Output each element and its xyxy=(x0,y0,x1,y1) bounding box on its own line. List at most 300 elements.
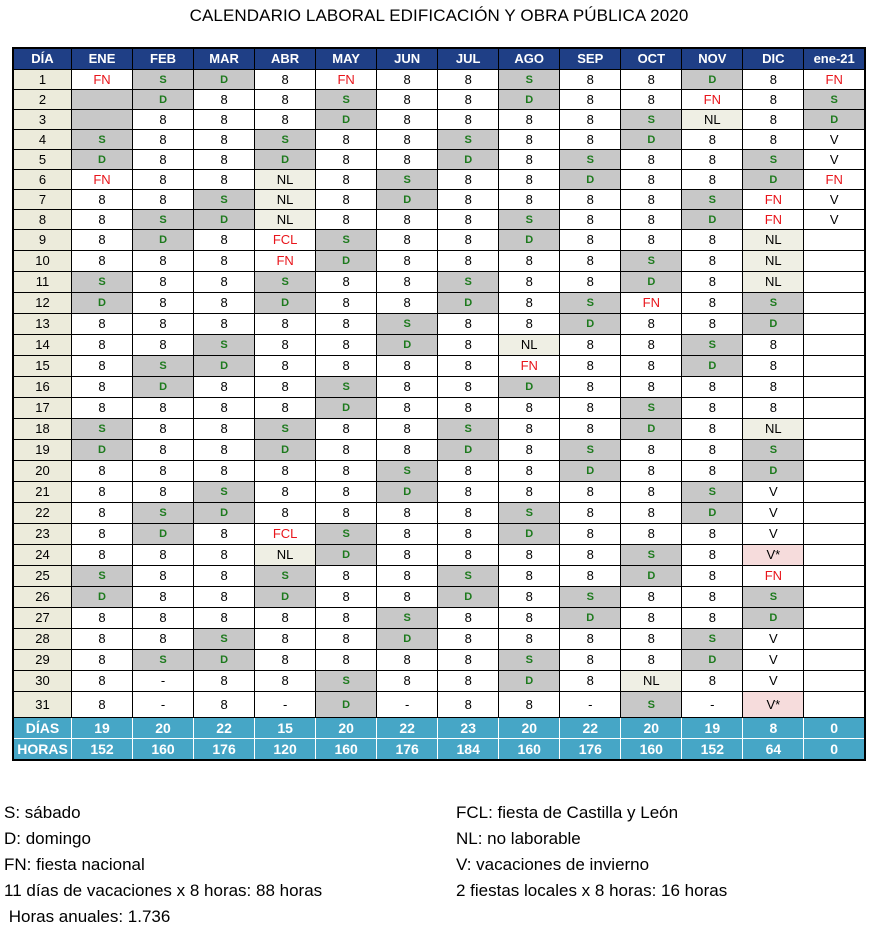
table-row xyxy=(13,524,865,545)
table-cell: 8 xyxy=(377,566,438,587)
table-cell xyxy=(804,377,865,398)
table-cell: 8 xyxy=(72,629,133,650)
day-number: 22 xyxy=(13,503,72,524)
day-number: 20 xyxy=(13,461,72,482)
table-cell: 8 xyxy=(438,545,499,566)
table-cell: 8 xyxy=(377,210,438,230)
table-cell: 8 xyxy=(438,503,499,524)
table-cell: 8 xyxy=(194,419,255,440)
table-cell: 8 xyxy=(255,335,316,356)
totals-cell: 120 xyxy=(255,739,316,761)
table-cell: 8 xyxy=(560,251,621,272)
table-cell: S xyxy=(194,482,255,503)
table-cell: D xyxy=(682,356,743,377)
table-cell: 8 xyxy=(560,377,621,398)
table-cell: D xyxy=(72,150,133,170)
table-cell: S xyxy=(560,587,621,608)
table-cell: 8 xyxy=(194,377,255,398)
day-number: 12 xyxy=(13,293,72,314)
table-cell: NL xyxy=(743,230,804,251)
table-cell: 8 xyxy=(682,230,743,251)
table-cell: S xyxy=(621,398,682,419)
table-row xyxy=(13,70,865,90)
table-cell: 8 xyxy=(72,608,133,629)
table-cell: V xyxy=(743,524,804,545)
table-cell: FN xyxy=(743,210,804,230)
table-cell: 8 xyxy=(72,251,133,272)
table-cell: 8 xyxy=(133,566,194,587)
totals-cell: 0 xyxy=(804,739,865,761)
table-cell: 8 xyxy=(438,251,499,272)
column-header-oct: OCT xyxy=(621,48,682,70)
table-cell: D xyxy=(255,150,316,170)
totals-cell: 22 xyxy=(194,718,255,739)
table-cell xyxy=(804,671,865,692)
day-number: 28 xyxy=(13,629,72,650)
table-cell: 8 xyxy=(133,482,194,503)
table-cell: 8 xyxy=(621,335,682,356)
table-cell: 8 xyxy=(560,545,621,566)
table-cell: 8 xyxy=(743,356,804,377)
column-header-nov: NOV xyxy=(682,48,743,70)
table-cell: 8 xyxy=(133,251,194,272)
table-cell xyxy=(804,356,865,377)
table-row xyxy=(13,110,865,130)
table-cell: 8 xyxy=(377,130,438,150)
totals-cell: 160 xyxy=(621,739,682,761)
table-cell: S xyxy=(621,692,682,718)
table-cell: 8 xyxy=(194,671,255,692)
table-cell xyxy=(804,293,865,314)
table-row xyxy=(13,629,865,650)
table-cell: S xyxy=(438,272,499,293)
table-cell: S xyxy=(560,150,621,170)
day-number: 7 xyxy=(13,190,72,210)
table-row xyxy=(13,230,865,251)
day-number: 11 xyxy=(13,272,72,293)
table-cell: 8 xyxy=(255,608,316,629)
table-cell: 8 xyxy=(377,650,438,671)
totals-cell: 184 xyxy=(438,739,499,761)
table-cell: D xyxy=(72,293,133,314)
day-number: 21 xyxy=(13,482,72,503)
table-cell: D xyxy=(72,440,133,461)
table-cell: S xyxy=(682,629,743,650)
table-cell: 8 xyxy=(438,671,499,692)
column-header-feb: FEB xyxy=(133,48,194,70)
table-cell: 8 xyxy=(377,503,438,524)
table-cell xyxy=(804,692,865,718)
table-cell: FN xyxy=(743,190,804,210)
table-cell: V xyxy=(743,482,804,503)
table-row xyxy=(13,566,865,587)
table-cell: 8 xyxy=(377,110,438,130)
table-cell: 8 xyxy=(560,110,621,130)
table-cell: 8 xyxy=(133,461,194,482)
table-cell: 8 xyxy=(682,524,743,545)
legend-item: D: domingo xyxy=(4,829,91,848)
table-cell: 8 xyxy=(560,650,621,671)
totals-cell: 160 xyxy=(316,739,377,761)
totals-cell: 152 xyxy=(72,739,133,761)
table-cell: D xyxy=(316,692,377,718)
table-cell: D xyxy=(133,230,194,251)
table-cell: 8 xyxy=(499,629,560,650)
table-cell: 8 xyxy=(621,482,682,503)
totals-cell: 19 xyxy=(682,718,743,739)
table-cell: 8 xyxy=(194,293,255,314)
table-cell: 8 xyxy=(255,503,316,524)
totals-cell: 176 xyxy=(560,739,621,761)
column-header-jun: JUN xyxy=(377,48,438,70)
column-header-abr: ABR xyxy=(255,48,316,70)
table-cell: 8 xyxy=(560,190,621,210)
totals-cell: 23 xyxy=(438,718,499,739)
table-cell: S xyxy=(316,230,377,251)
table-cell: S xyxy=(682,190,743,210)
legend-item: V: vacaciones de invierno xyxy=(456,855,650,874)
totals-cell: 0 xyxy=(804,718,865,739)
table-cell xyxy=(804,440,865,461)
table-cell: 8 xyxy=(255,461,316,482)
table-cell xyxy=(804,587,865,608)
table-cell: D xyxy=(377,335,438,356)
table-cell: 8 xyxy=(377,272,438,293)
table-cell: 8 xyxy=(560,524,621,545)
table-cell: 8 xyxy=(438,356,499,377)
table-row xyxy=(13,293,865,314)
day-number: 24 xyxy=(13,545,72,566)
legend-item: Horas anuales: 1.736 xyxy=(4,907,171,926)
table-cell: V xyxy=(804,190,865,210)
table-cell: 8 xyxy=(377,587,438,608)
day-number: 31 xyxy=(13,692,72,718)
table-cell: V* xyxy=(743,692,804,718)
table-cell: S xyxy=(316,377,377,398)
table-cell: V xyxy=(804,150,865,170)
table-cell: 8 xyxy=(499,272,560,293)
table-cell: 8 xyxy=(499,110,560,130)
table-cell xyxy=(72,110,133,130)
day-number: 5 xyxy=(13,150,72,170)
totals-label: HORAS xyxy=(13,739,72,761)
legend-right xyxy=(456,800,727,904)
totals-cell: 64 xyxy=(743,739,804,761)
table-cell: 8 xyxy=(499,692,560,718)
table-cell: FN xyxy=(682,90,743,110)
totals-cell: 8 xyxy=(743,718,804,739)
day-number: 18 xyxy=(13,419,72,440)
table-row xyxy=(13,150,865,170)
table-cell: S xyxy=(743,293,804,314)
table-cell: 8 xyxy=(72,524,133,545)
table-cell: FN xyxy=(743,566,804,587)
table-cell: 8 xyxy=(743,110,804,130)
table-cell: 8 xyxy=(133,629,194,650)
table-cell: D xyxy=(316,251,377,272)
table-row xyxy=(13,650,865,671)
table-cell: 8 xyxy=(194,170,255,190)
table-cell: 8 xyxy=(682,272,743,293)
table-cell: 8 xyxy=(621,650,682,671)
table-cell: 8 xyxy=(377,230,438,251)
table-cell: 8 xyxy=(194,90,255,110)
table-cell: NL xyxy=(743,419,804,440)
table-cell: 8 xyxy=(377,293,438,314)
table-cell: FN xyxy=(316,70,377,90)
totals-cell: 160 xyxy=(499,739,560,761)
table-cell: 8 xyxy=(682,170,743,190)
table-cell: 8 xyxy=(194,230,255,251)
table-cell: 8 xyxy=(377,545,438,566)
table-cell: 8 xyxy=(133,398,194,419)
totals-cell: 15 xyxy=(255,718,316,739)
table-row xyxy=(13,419,865,440)
table-cell: 8 xyxy=(621,150,682,170)
table-cell: 8 xyxy=(72,210,133,230)
table-cell: 8 xyxy=(682,545,743,566)
table-cell: S xyxy=(621,545,682,566)
table-cell: 8 xyxy=(621,524,682,545)
column-header-jul: JUL xyxy=(438,48,499,70)
table-cell: V xyxy=(804,130,865,150)
table-cell: 8 xyxy=(621,440,682,461)
table-cell: 8 xyxy=(621,70,682,90)
totals-cell: 19 xyxy=(72,718,133,739)
table-cell: V xyxy=(743,650,804,671)
table-cell: 8 xyxy=(316,150,377,170)
table-cell: 8 xyxy=(316,461,377,482)
table-cell: S xyxy=(255,419,316,440)
totals-cell: 152 xyxy=(682,739,743,761)
table-cell: 8 xyxy=(194,272,255,293)
table-cell: S xyxy=(438,130,499,150)
table-cell: D xyxy=(499,524,560,545)
table-cell: S xyxy=(804,90,865,110)
table-cell: 8 xyxy=(377,419,438,440)
day-number: 16 xyxy=(13,377,72,398)
table-cell: 8 xyxy=(438,190,499,210)
table-cell: D xyxy=(316,398,377,419)
table-cell: D xyxy=(255,440,316,461)
table-cell: S xyxy=(72,566,133,587)
table-cell: 8 xyxy=(499,608,560,629)
day-number: 13 xyxy=(13,314,72,335)
totals-cell: 20 xyxy=(621,718,682,739)
table-cell: D xyxy=(682,503,743,524)
table-row xyxy=(13,90,865,110)
table-cell xyxy=(72,90,133,110)
table-cell: 8 xyxy=(438,629,499,650)
table-row xyxy=(13,170,865,190)
page-title: CALENDARIO LABORAL EDIFICACIÓN Y OBRA PÚBLICA 2020 xyxy=(189,6,689,25)
table-cell: S xyxy=(377,314,438,335)
table-cell: D xyxy=(255,293,316,314)
table-cell: 8 xyxy=(621,503,682,524)
table-cell: 8 xyxy=(682,130,743,150)
table-cell: 8 xyxy=(682,587,743,608)
table-cell: 8 xyxy=(194,314,255,335)
table-cell: 8 xyxy=(743,398,804,419)
table-cell: 8 xyxy=(72,671,133,692)
table-cell: 8 xyxy=(316,629,377,650)
table-cell: 8 xyxy=(560,671,621,692)
table-cell: D xyxy=(133,90,194,110)
table-row xyxy=(13,251,865,272)
table-cell: D xyxy=(621,419,682,440)
table-cell: 8 xyxy=(438,461,499,482)
legend-item: 2 fiestas locales x 8 horas: 16 horas xyxy=(456,881,728,900)
table-cell: 8 xyxy=(194,524,255,545)
table-cell: 8 xyxy=(316,608,377,629)
table-row xyxy=(13,210,865,230)
table-row xyxy=(13,377,865,398)
table-cell: S xyxy=(133,210,194,230)
table-cell: 8 xyxy=(194,461,255,482)
table-cell: 8 xyxy=(560,130,621,150)
table-cell: D xyxy=(621,130,682,150)
table-cell: 8 xyxy=(377,356,438,377)
table-cell: D xyxy=(743,170,804,190)
day-number: 19 xyxy=(13,440,72,461)
table-cell: NL xyxy=(255,190,316,210)
table-cell: 8 xyxy=(499,190,560,210)
table-cell: 8 xyxy=(316,587,377,608)
table-cell: S xyxy=(377,170,438,190)
table-cell: 8 xyxy=(255,110,316,130)
table-cell: V xyxy=(743,671,804,692)
column-header-ene-21: ene-21 xyxy=(804,48,865,70)
table-cell: 8 xyxy=(255,314,316,335)
table-cell: S xyxy=(438,419,499,440)
calendar-body xyxy=(13,70,865,718)
table-cell: D xyxy=(621,272,682,293)
table-cell: 8 xyxy=(255,671,316,692)
table-cell: 8 xyxy=(560,210,621,230)
table-cell: 8 xyxy=(377,398,438,419)
table-cell: 8 xyxy=(316,190,377,210)
table-cell: FN xyxy=(621,293,682,314)
legend-item: 11 días de vacaciones x 8 horas: 88 horas xyxy=(4,881,323,900)
table-cell: 8 xyxy=(621,230,682,251)
table-cell: 8 xyxy=(560,70,621,90)
table-cell: D xyxy=(133,524,194,545)
table-cell: 8 xyxy=(255,377,316,398)
table-cell: 8 xyxy=(499,398,560,419)
table-cell: 8 xyxy=(560,419,621,440)
table-cell: 8 xyxy=(133,335,194,356)
table-cell: 8 xyxy=(682,398,743,419)
table-cell: 8 xyxy=(255,398,316,419)
table-cell: - xyxy=(560,692,621,718)
table-cell: 8 xyxy=(621,90,682,110)
table-cell: 8 xyxy=(438,524,499,545)
table-cell: V* xyxy=(743,545,804,566)
table-cell: 8 xyxy=(621,461,682,482)
day-number: 17 xyxy=(13,398,72,419)
day-number: 30 xyxy=(13,671,72,692)
table-cell: D xyxy=(804,110,865,130)
table-cell: 8 xyxy=(499,566,560,587)
table-cell: S xyxy=(72,272,133,293)
table-cell: 8 xyxy=(133,190,194,210)
table-cell: 8 xyxy=(377,524,438,545)
totals-hours-row xyxy=(13,739,865,761)
table-cell: 8 xyxy=(377,440,438,461)
table-cell: S xyxy=(621,110,682,130)
table-cell: 8 xyxy=(316,566,377,587)
table-cell: 8 xyxy=(194,545,255,566)
table-cell: 8 xyxy=(438,650,499,671)
table-cell: D xyxy=(438,440,499,461)
table-cell: 8 xyxy=(133,545,194,566)
table-cell: 8 xyxy=(133,110,194,130)
table-cell: FN xyxy=(72,70,133,90)
table-cell xyxy=(804,650,865,671)
day-number: 3 xyxy=(13,110,72,130)
table-cell: 8 xyxy=(255,90,316,110)
column-header-día: DÍA xyxy=(13,48,72,70)
table-cell: 8 xyxy=(499,461,560,482)
table-cell: 8 xyxy=(72,461,133,482)
table-cell: 8 xyxy=(72,335,133,356)
table-cell: 8 xyxy=(682,566,743,587)
table-cell: 8 xyxy=(72,398,133,419)
table-cell: 8 xyxy=(560,503,621,524)
table-cell: D xyxy=(377,629,438,650)
table-cell: 8 xyxy=(621,210,682,230)
column-header-mar: MAR xyxy=(194,48,255,70)
table-cell: 8 xyxy=(438,377,499,398)
table-cell: FN xyxy=(72,170,133,190)
totals-cell: 20 xyxy=(133,718,194,739)
table-cell: 8 xyxy=(621,356,682,377)
table-cell: D xyxy=(194,210,255,230)
table-cell: 8 xyxy=(377,150,438,170)
table-cell: 8 xyxy=(133,170,194,190)
table-cell: NL xyxy=(621,671,682,692)
table-cell: 8 xyxy=(438,170,499,190)
table-cell: 8 xyxy=(133,440,194,461)
table-cell: 8 xyxy=(438,210,499,230)
table-cell: 8 xyxy=(560,90,621,110)
totals-days-row xyxy=(13,718,865,739)
table-cell xyxy=(804,461,865,482)
legend-item: S: sábado xyxy=(4,803,81,822)
table-cell: 8 xyxy=(316,130,377,150)
table-cell: 8 xyxy=(133,587,194,608)
table-cell: 8 xyxy=(682,293,743,314)
table-cell: S xyxy=(743,440,804,461)
table-cell: 8 xyxy=(316,314,377,335)
table-row xyxy=(13,440,865,461)
table-cell xyxy=(804,314,865,335)
table-cell: 8 xyxy=(682,608,743,629)
table-row xyxy=(13,356,865,377)
table-cell xyxy=(804,503,865,524)
table-cell xyxy=(804,566,865,587)
table-cell: 8 xyxy=(438,110,499,130)
table-cell: 8 xyxy=(194,566,255,587)
table-cell: 8 xyxy=(621,190,682,210)
table-cell: 8 xyxy=(194,692,255,718)
legend-item: FN: fiesta nacional xyxy=(4,855,145,874)
day-number: 26 xyxy=(13,587,72,608)
table-cell: 8 xyxy=(621,314,682,335)
table-cell: 8 xyxy=(560,230,621,251)
column-header-dic: DIC xyxy=(743,48,804,70)
table-cell: 8 xyxy=(438,70,499,90)
